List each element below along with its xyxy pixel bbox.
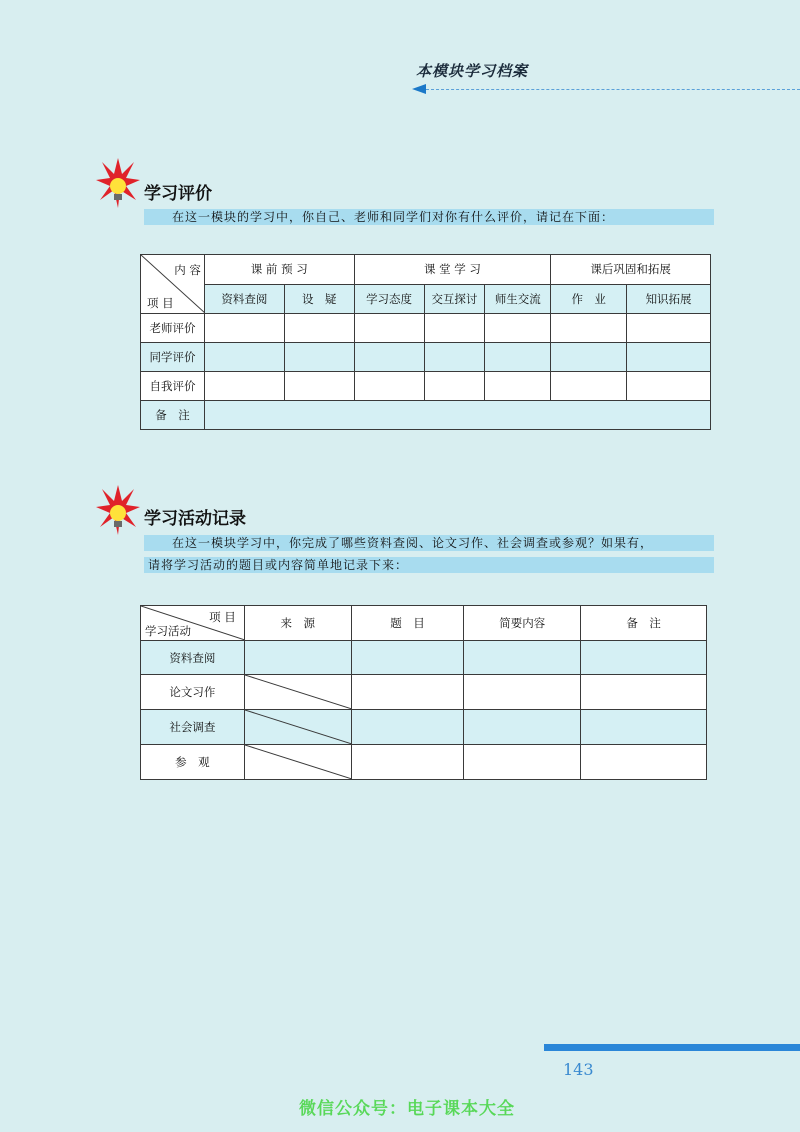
watermark-text: 微信公众号：电子课本大全	[299, 1099, 515, 1119]
table-row	[141, 641, 707, 675]
entry-cell[interactable]	[485, 343, 551, 372]
section-title-activity: 学习活动记录	[144, 509, 246, 529]
table-corner-cell	[141, 606, 245, 641]
entry-cell[interactable]	[485, 314, 551, 343]
table-row	[141, 343, 711, 372]
column-header: 简要内容	[464, 606, 581, 641]
group-header: 课 堂 学 习	[354, 255, 551, 285]
entry-cell[interactable]	[284, 343, 354, 372]
sub-header: 资料查阅	[204, 284, 284, 314]
corner-label-content: 内 容	[174, 263, 201, 277]
sub-header: 学习态度	[354, 284, 424, 314]
entry-cell[interactable]	[351, 710, 464, 745]
entry-cell[interactable]	[424, 314, 485, 343]
entry-cell[interactable]	[284, 372, 354, 401]
lightbulb-burst-icon	[96, 483, 140, 539]
entry-cell[interactable]	[284, 314, 354, 343]
intro-text-line1: 在这一模块学习中，你完成了哪些资料查阅、论文习作、社会调查或参观？如果有，	[144, 535, 714, 551]
section-title-evaluation: 学习评价	[144, 184, 212, 204]
intro-text-line2: 请将学习活动的题目或内容简单地记录下来：	[144, 557, 714, 573]
row-label: 同学评价	[141, 343, 205, 372]
lightbulb-burst-icon	[96, 156, 140, 212]
entry-cell[interactable]	[485, 372, 551, 401]
activity-table	[140, 605, 707, 780]
group-header: 课后巩固和拓展	[551, 255, 711, 285]
corner-label-activity: 学习活动	[145, 624, 191, 638]
struck-cell	[244, 745, 351, 780]
entry-cell[interactable]	[244, 641, 351, 675]
table-row	[141, 710, 707, 745]
table-row	[141, 401, 711, 430]
table-row	[141, 675, 707, 710]
sub-header: 师生交流	[485, 284, 551, 314]
sub-header: 设 疑	[284, 284, 354, 314]
entry-cell[interactable]	[627, 372, 711, 401]
header-arrow-icon	[412, 84, 426, 94]
section-intro-activity	[144, 535, 714, 579]
section-intro-evaluation	[144, 209, 714, 231]
row-label: 老师评价	[141, 314, 205, 343]
column-header: 题 目	[351, 606, 464, 641]
entry-cell[interactable]	[424, 372, 485, 401]
entry-cell[interactable]	[581, 745, 707, 780]
sub-header: 交互探讨	[424, 284, 485, 314]
entry-cell[interactable]	[551, 372, 627, 401]
entry-cell[interactable]	[424, 343, 485, 372]
row-label: 社会调查	[141, 710, 245, 745]
entry-cell[interactable]	[204, 343, 284, 372]
entry-cell[interactable]	[627, 343, 711, 372]
table-corner-cell	[141, 255, 205, 314]
row-label-remark: 备 注	[141, 401, 205, 430]
column-header: 来 源	[244, 606, 351, 641]
row-label: 自我评价	[141, 372, 205, 401]
entry-cell[interactable]	[204, 372, 284, 401]
sub-header: 作 业	[551, 284, 627, 314]
table-row	[141, 372, 711, 401]
corner-label-item: 项 目	[209, 610, 236, 624]
entry-cell[interactable]	[464, 641, 581, 675]
sub-header: 知识拓展	[627, 284, 711, 314]
entry-cell[interactable]	[464, 745, 581, 780]
module-title: 本模块学习档案	[416, 62, 529, 80]
entry-cell[interactable]	[581, 675, 707, 710]
entry-cell[interactable]	[351, 641, 464, 675]
entry-cell[interactable]	[351, 745, 464, 780]
entry-cell[interactable]	[464, 675, 581, 710]
entry-cell[interactable]	[581, 641, 707, 675]
entry-cell[interactable]	[551, 343, 627, 372]
entry-cell[interactable]	[354, 314, 424, 343]
group-header: 课 前 预 习	[204, 255, 354, 285]
header-dashed-line	[426, 89, 800, 90]
struck-cell	[244, 710, 351, 745]
entry-cell[interactable]	[204, 314, 284, 343]
row-label: 资料查阅	[141, 641, 245, 675]
page-number: 143	[563, 1060, 594, 1079]
table-row	[141, 314, 711, 343]
entry-cell[interactable]	[551, 314, 627, 343]
entry-cell[interactable]	[354, 343, 424, 372]
entry-cell[interactable]	[627, 314, 711, 343]
column-header: 备 注	[581, 606, 707, 641]
entry-cell[interactable]	[351, 675, 464, 710]
corner-label-item: 项 目	[147, 296, 174, 310]
remark-cell[interactable]	[204, 401, 710, 430]
row-label: 论文习作	[141, 675, 245, 710]
intro-text: 在这一模块的学习中，你自己、老师和同学们对你有什么评价，请记在下面：	[144, 209, 714, 225]
entry-cell[interactable]	[464, 710, 581, 745]
table-row	[141, 745, 707, 780]
entry-cell[interactable]	[581, 710, 707, 745]
row-label: 参 观	[141, 745, 245, 780]
evaluation-table	[140, 254, 711, 430]
entry-cell[interactable]	[354, 372, 424, 401]
footer-bar	[544, 1044, 800, 1051]
struck-cell	[244, 675, 351, 710]
